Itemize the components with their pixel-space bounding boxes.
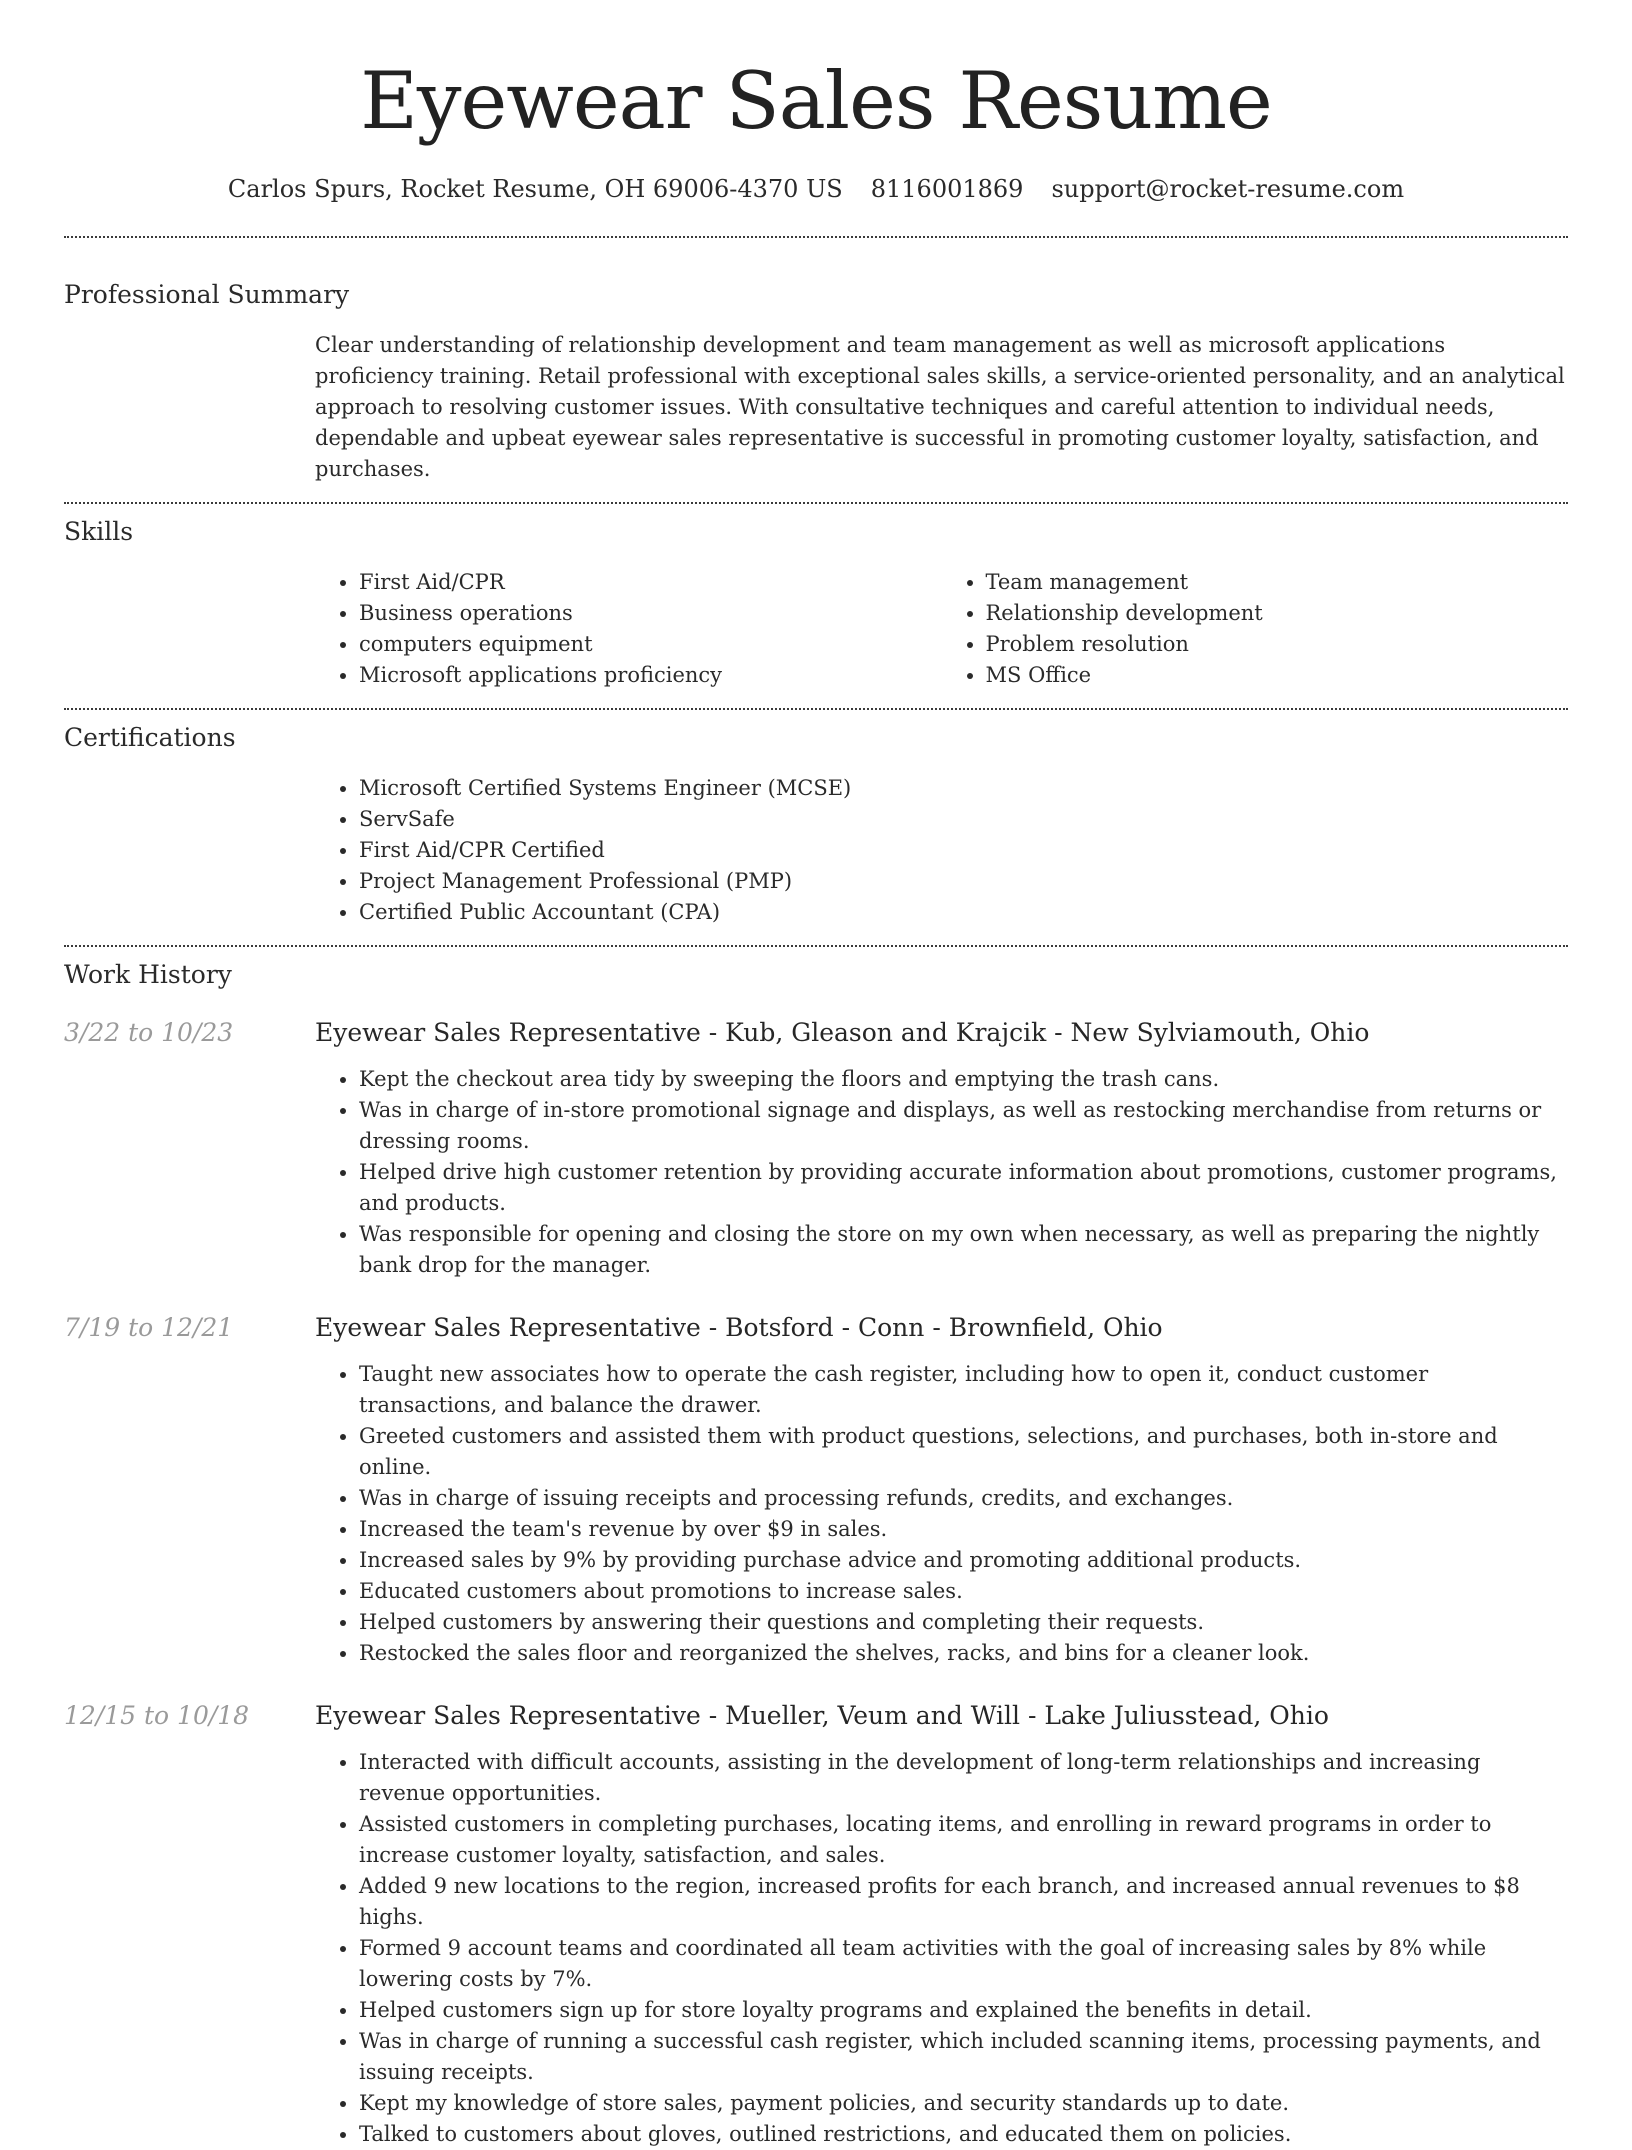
- job-bullet: • Added 9 new locations to the region, increased profits for each branch, and increased annual revenues to $8 highs.: [359, 1871, 1568, 1933]
- job-entry: [64, 1016, 1568, 1281]
- job-bullet: • Helped drive high customer retention by providing accurate information about promotions, customer programs, and products.: [359, 1157, 1568, 1219]
- skills-list-right: [942, 567, 1569, 691]
- contact-line: [64, 172, 1568, 206]
- job-bullet: • Helped customers sign up for store loyalty programs and explained the benefits in detail.: [359, 1995, 1568, 2026]
- job-bullet: • Was in charge of issuing receipts and processing refunds, credits, and exchanges.: [359, 1483, 1568, 1514]
- job-bullets: [315, 1747, 1568, 2150]
- job-bullet: • Kept the checkout area tidy by sweeping the floors and emptying the trash cans.: [359, 1064, 1568, 1095]
- skill-item: • Team management: [986, 567, 1569, 598]
- certifications-list: [315, 773, 1568, 928]
- job-bullet: • Was in charge of running a successful cash register, which included scanning items, processing payments, and issuing receipts.: [359, 2026, 1568, 2088]
- section-divider: [64, 708, 1568, 710]
- skill-item: • computers equipment: [359, 629, 942, 660]
- job-entry: [64, 1699, 1568, 2150]
- section-divider: [64, 236, 1568, 238]
- certification-item: • First Aid/CPR Certified: [359, 835, 1568, 866]
- job-bullet: • Talked to customers about gloves, outlined restrictions, and educated them on policies.: [359, 2119, 1568, 2150]
- certifications-heading: Certifications: [64, 723, 236, 752]
- certification-item: • ServSafe: [359, 804, 1568, 835]
- section-divider: [64, 945, 1568, 947]
- contact-address: Carlos Spurs, Rocket Resume, OH 69006-4370 US: [227, 175, 843, 203]
- summary-text: Clear understanding of relationship development and team management as well as microsoft applications proficiency training. Retail professional with exceptional sales skills, a service-oriented personality, and an analytical approach to resolving customer issues. With consultative techniques and careful attention to individual needs, dependable and upbeat eyewear sales representative is successful in promoting customer loyalty, satisfaction, and purchases.: [315, 333, 1565, 481]
- skill-item: • MS Office: [986, 660, 1569, 691]
- skill-item: • Relationship development: [986, 598, 1569, 629]
- job-bullet: • Greeted customers and assisted them with product questions, selections, and purchases, both in-store and online.: [359, 1421, 1568, 1483]
- certifications-body: [315, 773, 1568, 928]
- job-bullet: • Helped customers by answering their questions and completing their requests.: [359, 1607, 1568, 1638]
- job-title: Eyewear Sales Representative - Mueller, Veum and Will - Lake Juliusstead, Ohio: [315, 1701, 1329, 1730]
- job-bullet: • Formed 9 account teams and coordinated all team activities with the goal of increasing sales by 8% while lowering costs by 7%.: [359, 1933, 1568, 1995]
- job-bullet: • Was responsible for opening and closing the store on my own when necessary, as well as preparing the nightly bank drop for the manager.: [359, 1219, 1568, 1281]
- job-bullet: • Interacted with difficult accounts, assisting in the development of long-term relationships and increasing revenue opportunities.: [359, 1747, 1568, 1809]
- skill-item: • Business operations: [359, 598, 942, 629]
- certification-item: • Project Management Professional (PMP): [359, 866, 1568, 897]
- skills-grid: [315, 567, 1568, 691]
- skills-list-left: [315, 567, 942, 691]
- work-history-section: [64, 958, 1568, 2150]
- job-bullet: • Was in charge of in-store promotional signage and displays, as well as restocking merchandise from returns or dressing rooms.: [359, 1095, 1568, 1157]
- contact-phone: 8116001869: [870, 175, 1024, 203]
- summary-body: [315, 330, 1568, 485]
- skill-item: • Problem resolution: [986, 629, 1569, 660]
- certifications-section: [64, 721, 1568, 928]
- summary-heading: Professional Summary: [64, 280, 350, 309]
- certification-item: • Certified Public Accountant (CPA): [359, 897, 1568, 928]
- job-bullet: • Kept my knowledge of store sales, payment policies, and security standards up to date.: [359, 2088, 1568, 2119]
- skills-heading: Skills: [64, 517, 134, 546]
- skill-item: • First Aid/CPR: [359, 567, 942, 598]
- job-bullet: • Increased the team's revenue by over $9 in sales.: [359, 1514, 1568, 1545]
- job-bullet: • Restocked the sales floor and reorganized the shelves, racks, and bins for a cleaner look.: [359, 1638, 1568, 1669]
- job-title: Eyewear Sales Representative - Kub, Gleason and Krajcik - New Sylviamouth, Ohio: [315, 1018, 1370, 1047]
- contact-email[interactable]: support@rocket-resume.com: [1051, 175, 1405, 203]
- certification-item: • Microsoft Certified Systems Engineer (MCSE): [359, 773, 1568, 804]
- job-title: Eyewear Sales Representative - Botsford - Conn - Brownfield, Ohio: [315, 1313, 1163, 1342]
- job-bullets: [315, 1064, 1568, 1281]
- section-divider: [64, 502, 1568, 504]
- resume-title: Eyewear Sales Resume: [360, 55, 1272, 147]
- summary-section: [64, 278, 1568, 485]
- job-bullet: • Taught new associates how to operate the cash register, including how to open it, conduct customer transactions, and balance the drawer.: [359, 1359, 1568, 1421]
- job-bullet: • Increased sales by 9% by providing purchase advice and promoting additional products.: [359, 1545, 1568, 1576]
- job-bullet: • Educated customers about promotions to increase sales.: [359, 1576, 1568, 1607]
- job-entry: [64, 1311, 1568, 1669]
- skill-item: • Microsoft applications proficiency: [359, 660, 942, 691]
- job-dates: 7/19 to 12/21: [64, 1313, 234, 1342]
- resume-page: [64, 0, 1568, 2150]
- job-bullet: • Assisted customers in completing purchases, locating items, and enrolling in reward programs in order to increase customer loyalty, satisfaction, and sales.: [359, 1809, 1568, 1871]
- job-dates: 3/22 to 10/23: [64, 1018, 234, 1047]
- work-history-heading: Work History: [64, 960, 232, 989]
- skills-section: [64, 515, 1568, 691]
- job-bullets: [315, 1359, 1568, 1669]
- job-dates: 12/15 to 10/18: [64, 1701, 250, 1730]
